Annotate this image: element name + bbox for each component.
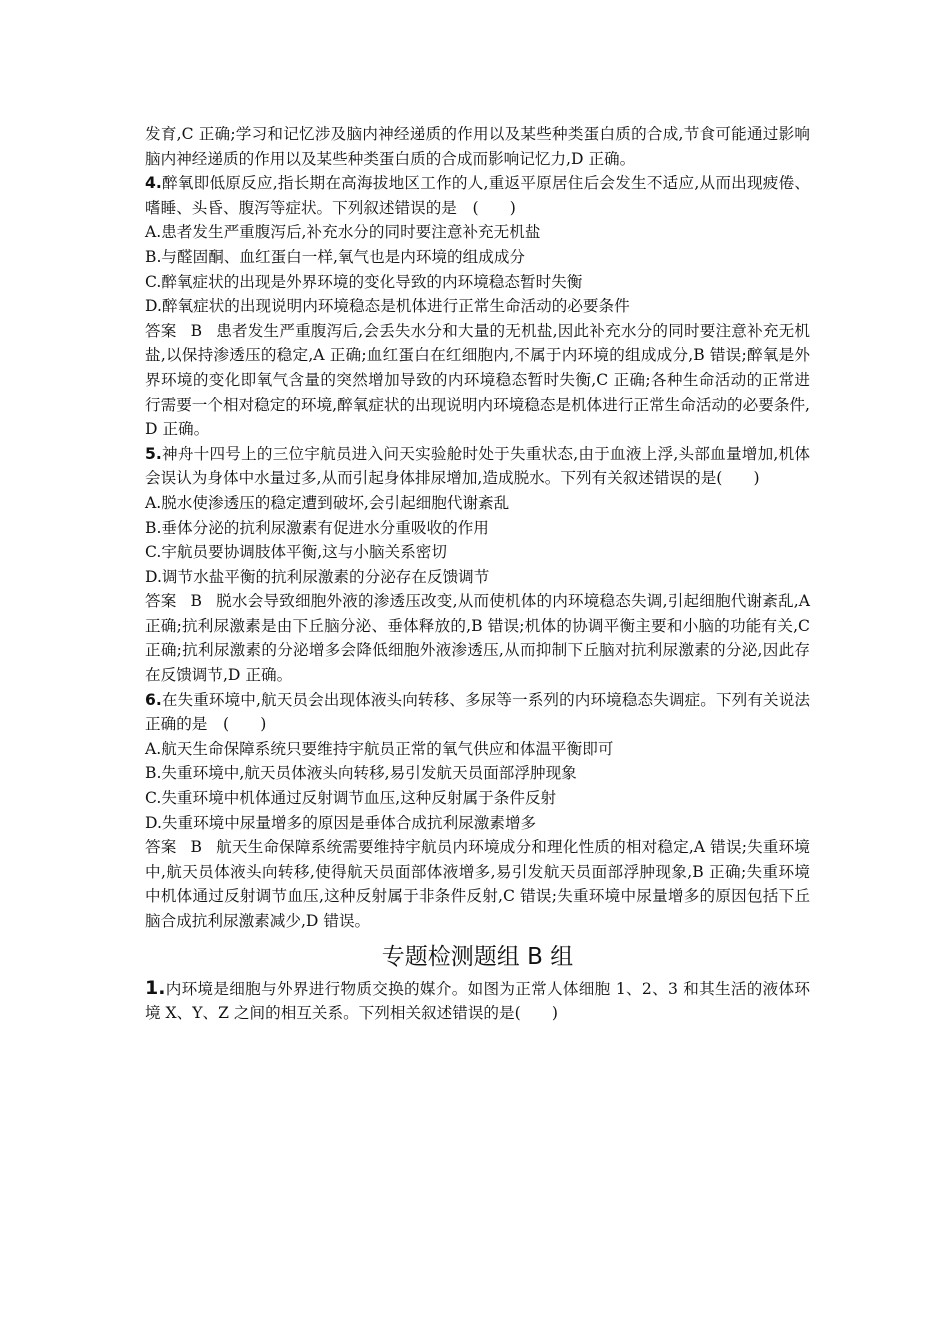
question-stem [145,171,810,220]
question-number: 4. [145,174,162,193]
answer-block [145,835,810,933]
question-text: 内环境是细胞与外界进行物质交换的媒介。如图为正常人体细胞 1、2、3 和其生活的液体环境 X、Y、Z 之间的相互关系。下列相关叙述错误的是( ) [145,979,810,1023]
option-a: A.脱水使渗透压的稳定遭到破坏,会引起细胞代谢紊乱 [145,493,510,512]
answer-key: B [190,838,202,857]
intro-paragraph: 发育,C 正确;学习和记忆涉及脑内神经递质的作用以及某些种类蛋白质的合成,节食可能通过影响脑内神经递质的作用以及某些种类蛋白质的合成而影响记忆力,D 正确。 [145,125,810,168]
answer-key: B [190,321,203,340]
option-b: B.垂体分泌的抗利尿激素有促进水分重吸收的作用 [145,518,489,537]
option-c: C.宇航员要协调肢体平衡,这与小脑关系密切 [145,543,447,562]
question-text: 醉氧即低原反应,指长期在高海拔地区工作的人,重返平原居住后会发生不适应,从而出现疲倦、嗜睡、头昏、腹泻等症状。下列叙述错误的是 ( ) [145,174,810,217]
option-a: A.航天生命保障系统只要维持宇航员正常的氧气供应和体温平衡即可 [145,739,614,758]
answer-label: 答案 [145,838,177,857]
question-number: 5. [145,444,162,463]
option-a: A.患者发生严重腹泻后,补充水分的同时要注意补充无机盐 [145,223,541,242]
question-stem [145,442,810,491]
section-title: 专题检测题组 B 组 [381,943,574,970]
option-c: C.醉氧症状的出现是外界环境的变化导致的内环境稳态暂时失衡 [145,272,583,291]
question-6 [145,688,810,934]
answer-explanation: 脱水会导致细胞外液的渗透压改变,从而使机体的内环境稳态失调,引起细胞代谢紊乱,A 正确;抗利尿激素是由下丘脑分泌、垂体释放的,B 错误;机体的协调平衡主要和小脑的功能有关,C 正确;抗利尿激素的分泌增多会降低细胞外液渗透压,从而抑制下丘脑对抗利尿激素的分泌,因此存在反馈调节,D 正确。 [145,592,810,685]
question-number: 1. [145,976,166,999]
document-page [145,122,810,1026]
answer-block [145,319,810,442]
option-c: C.失重环境中机体通过反射调节血压,这种反射属于条件反射 [145,789,557,808]
answer-block [145,589,810,687]
answer-explanation: 患者发生严重腹泻后,会丢失水分和大量的无机盐,因此补充水分的同时要注意补充无机盐,以保持渗透压的稳定,A 正确;血红蛋白在红细胞内,不属于内环境的组成成分,B 错误;醉氧是外界环境的变化即氧气含量的突然增加导致的内环境稳态暂时失衡,C 正确;各种生命活动的正常进行需要一个相对稳定的环境,醉氧症状的出现说明内环境稳态是机体进行正常生命活动的必要条件,D 正确。 [145,321,810,439]
answer-explanation: 航天生命保障系统需要维持宇航员内环境成分和理化性质的相对稳定,A 错误;失重环境中,航天员体液头向转移,使得航天员面部体液增多,易引发航天员面部浮肿现象,B 正确;失重环境中机体通过反射调节血压,这种反射属于非条件反射,C 错误;失重环境中尿量增多的原因包括下丘脑合成抗利尿激素减少,D 错误。 [145,838,810,930]
option-d: D.醉氧症状的出现说明内环境稳态是机体进行正常生命活动的必要条件 [145,297,630,316]
question-stem [145,688,810,737]
option-d: D.调节水盐平衡的抗利尿激素的分泌存在反馈调节 [145,567,490,586]
option-b: B.与醛固酮、血红蛋白一样,氧气也是内环境的组成成分 [145,247,526,266]
answer-label: 答案 [145,592,177,611]
section-question-1 [145,976,810,1026]
question-text: 神舟十四号上的三位宇航员进入问天实验舱时处于失重状态,由于血液上浮,头部血量增加,机体会误认为身体中水量过多,从而引起身体排尿增加,造成脱水。下列有关叙述错误的是( ) [145,444,810,488]
question-5 [145,442,810,688]
question-4 [145,171,810,442]
option-d: D.失重环境中尿量增多的原因是垂体合成抗利尿激素增多 [145,813,537,832]
answer-label: 答案 [145,321,177,340]
question-number: 6. [145,690,162,709]
question-text: 在失重环境中,航天员会出现体液头向转移、多尿等一系列的内环境稳态失调症。下列有关说法正确的是 ( ) [145,690,810,734]
answer-key: B [190,592,202,611]
option-b: B.失重环境中,航天员体液头向转移,易引发航天员面部浮肿现象 [145,764,577,783]
